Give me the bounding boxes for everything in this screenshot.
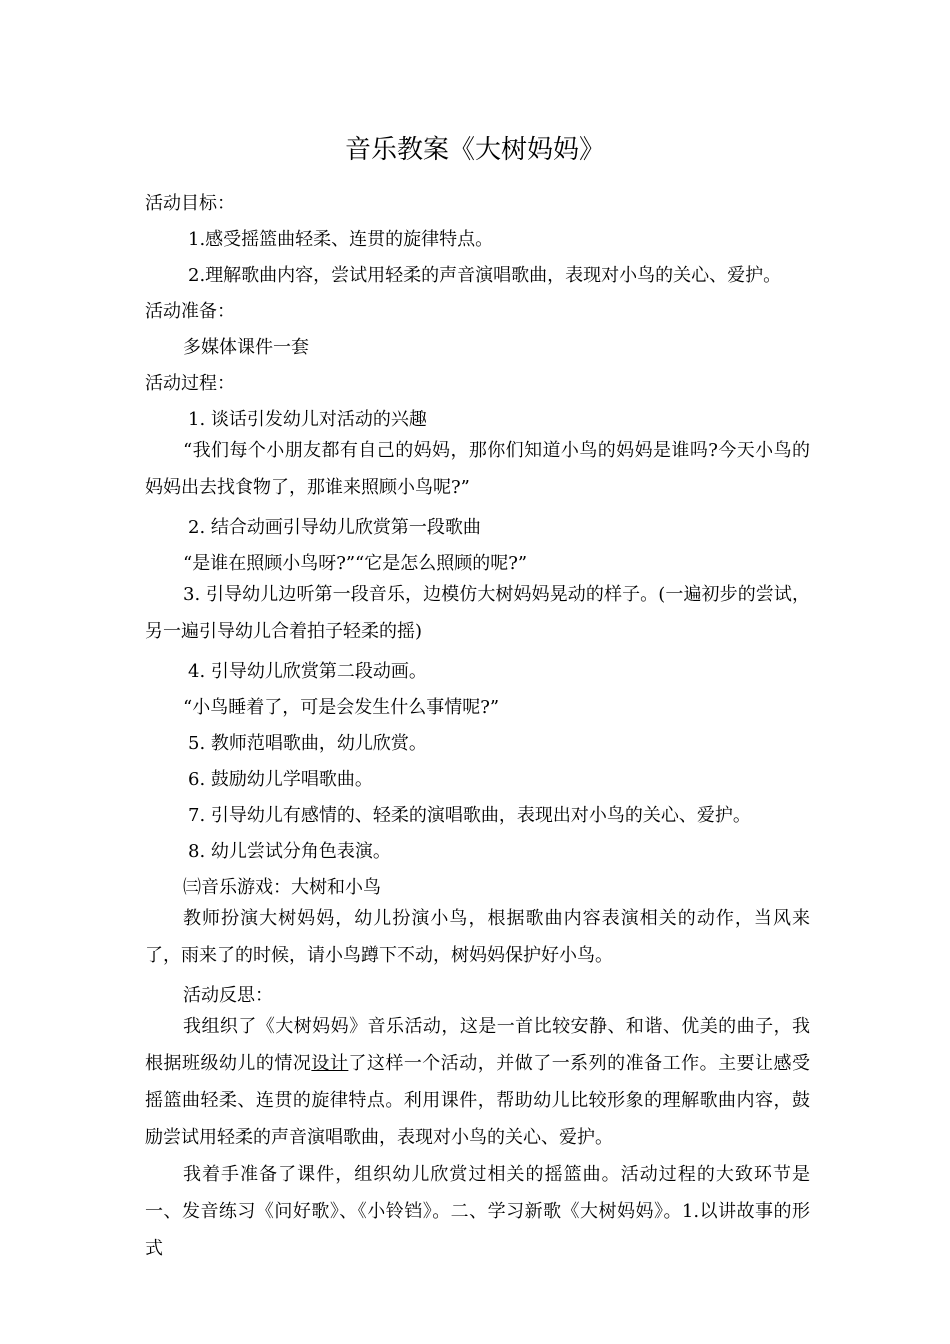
process-step-7: 7. 引导幼儿有感情的、轻柔的演唱歌曲，表现出对小鸟的关心、爱护。	[188, 805, 751, 826]
reflection-text-b: 了这样一个活动，并做了一系列的准备工作。主要让感受摇篮曲轻柔、连贯的旋律特点。利用课件，帮助幼儿比较形象的理解歌曲内容，鼓励尝试用轻柔的声音演唱歌曲，表现对小鸟的关心、爱护。	[145, 1053, 811, 1148]
goal-item-2: 2.理解歌曲内容，尝试用轻柔的声音演唱歌曲，表现对小鸟的关心、爱护。	[188, 265, 782, 286]
music-game-description: 教师扮演大树妈妈，幼儿扮演小鸟，根据歌曲内容表演相关的动作，当风来了，雨来了的时候，请小鸟蹲下不动，树妈妈保护好小鸟。	[145, 908, 810, 966]
reflection-paragraph-1	[145, 1008, 810, 1156]
process-step-6: 6. 鼓励幼儿学唱歌曲。	[188, 769, 373, 790]
process-heading: 活动过程：	[145, 373, 235, 394]
design-link[interactable]: 设计	[311, 1053, 349, 1074]
process-step-4: 4. 引导幼儿欣赏第二段动画。	[188, 661, 427, 682]
goal-item-1: 1.感受摇篮曲轻柔、连贯的旋律特点。	[188, 229, 494, 250]
process-quote-3: “小鸟睡着了，可是会发生什么事情呢?”	[183, 697, 500, 718]
reflection-paragraph-2: 我着手准备了课件，组织幼儿欣赏过相关的摇篮曲。活动过程的大致环节是一、发音练习《问好歌》、《小铃铛》。二、学习新歌《大树妈妈》。1.以讲故事的形式	[145, 1164, 810, 1259]
prep-heading: 活动准备：	[145, 301, 235, 322]
process-step-5: 5. 教师范唱歌曲，幼儿欣赏。	[188, 733, 427, 754]
process-step-1: 1. 谈话引发幼儿对活动的兴趣	[188, 409, 427, 430]
process-quote-2: “是谁在照顾小鸟呀?”“它是怎么照顾的呢?”	[183, 553, 528, 574]
music-game-heading: ㈢音乐游戏：大树和小鸟	[183, 877, 381, 898]
prep-item-1: 多媒体课件一套	[183, 337, 309, 358]
process-step-3: 3. 引导幼儿边听第一段音乐，边模仿大树妈妈晃动的样子。(一遍初步的尝试，另一遍引导幼儿合着拍子轻柔的摇)	[145, 584, 810, 642]
process-step-8: 8. 幼儿尝试分角色表演。	[188, 841, 391, 862]
reflection-heading: 活动反思：	[183, 985, 273, 1006]
process-step-2: 2. 结合动画引导幼儿欣赏第一段歌曲	[188, 517, 481, 538]
reflection-text-a: 我组织了《大树妈妈》音乐活动，这是一首比较安静、和谐、优美的曲子，我根据班级幼儿的情况	[145, 1016, 810, 1074]
goals-heading: 活动目标：	[145, 193, 235, 214]
document-title: 音乐教案《大树妈妈》	[344, 135, 605, 165]
process-quote-1: “我们每个小朋友都有自己的妈妈，那你们知道小鸟的妈妈是谁吗?今天小鸟的妈妈出去找食物了，那谁来照顾小鸟呢?”	[145, 440, 810, 498]
